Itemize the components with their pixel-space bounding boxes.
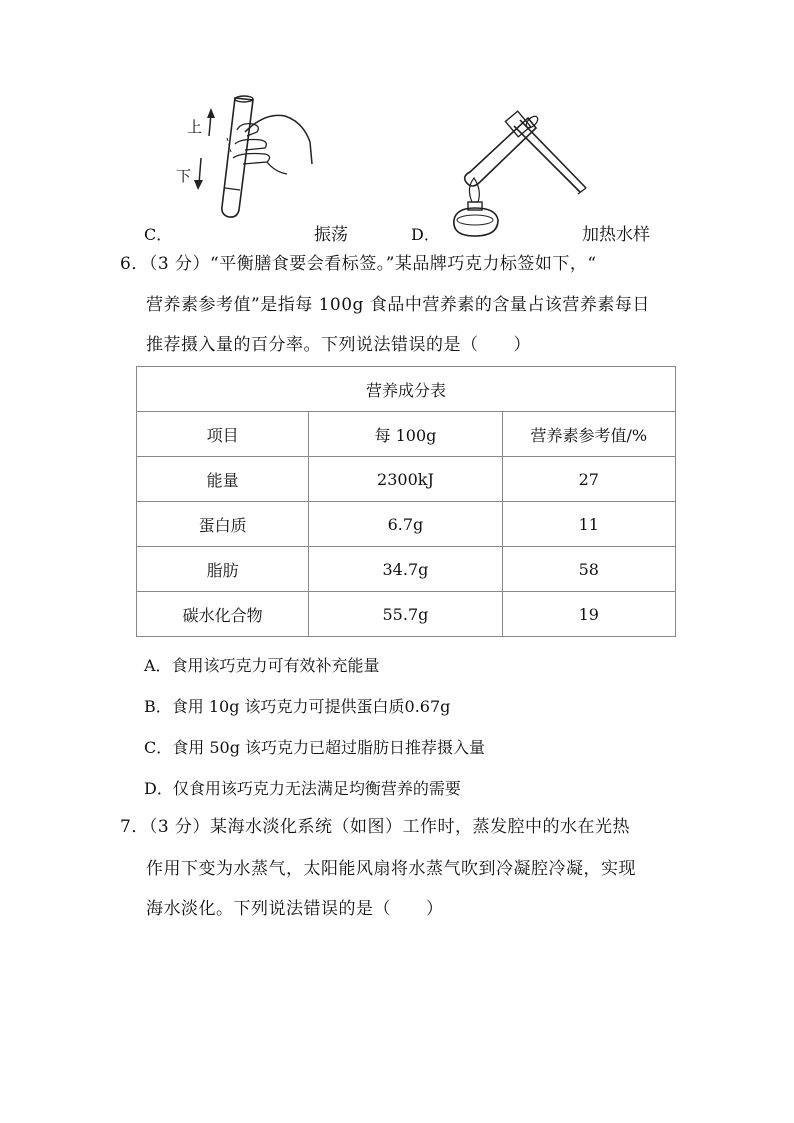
table-row <box>137 457 676 502</box>
cell-value: 34.7g <box>309 547 502 592</box>
figure-d-caption: 加热水样 <box>582 225 650 245</box>
table-header-row <box>137 412 676 457</box>
figure-d-heating <box>440 102 590 242</box>
nutrition-table <box>136 366 676 637</box>
q6-option-b: B．食用 10g 该巧克力可提供蛋白质0.67g <box>144 697 451 716</box>
cell-item: 脂肪 <box>137 547 309 592</box>
test-tube-hand-illustration <box>175 92 320 222</box>
table-row <box>137 547 676 592</box>
arrow-down-label: 下 <box>176 167 192 185</box>
q7-line-1: 7．（3 分）某海水淡化系统（如图）工作时，蒸发腔中的水在光热 <box>120 817 631 837</box>
cell-value: 6.7g <box>309 502 502 547</box>
cell-nrv: 58 <box>502 547 675 592</box>
q6-option-d: D．仅食用该巧克力无法满足均衡营养的需要 <box>144 779 461 798</box>
header-per-100g: 每 100g <box>309 412 502 457</box>
cell-nrv: 11 <box>502 502 675 547</box>
table-title: 营养成分表 <box>137 367 676 412</box>
q6-line-1: 6．（3 分）“平衡膳食要会看标签。”某品牌巧克力标签如下，“ <box>120 254 597 274</box>
header-nrv: 营养素参考值/% <box>502 412 675 457</box>
figure-c-label: C． <box>144 225 173 244</box>
alcohol-lamp-illustration <box>440 102 590 242</box>
q7-line-2: 作用下变为水蒸气，太阳能风扇将水蒸气吹到冷凝腔冷凝，实现 <box>146 859 636 879</box>
cell-value: 2300kJ <box>309 457 502 502</box>
figure-c-shaking <box>175 92 320 222</box>
table-row <box>137 592 676 637</box>
figure-d-label: D． <box>411 225 440 244</box>
cell-item: 碳水化合物 <box>137 592 309 637</box>
cell-item: 蛋白质 <box>137 502 309 547</box>
table-row <box>137 502 676 547</box>
q6-option-a: A．食用该巧克力可有效补充能量 <box>144 656 380 675</box>
figure-c-caption: 振荡 <box>314 225 348 245</box>
header-item: 项目 <box>137 412 309 457</box>
cell-nrv: 27 <box>502 457 675 502</box>
cell-nrv: 19 <box>502 592 675 637</box>
arrow-up-label: 上 <box>187 118 203 136</box>
q7-line-3: 海水淡化。下列说法错误的是（ ） <box>146 899 444 919</box>
q6-option-c: C．食用 50g 该巧克力已超过脂肪日推荐摄入量 <box>144 738 486 757</box>
cell-item: 能量 <box>137 457 309 502</box>
q6-line-2: 营养素参考值”是指每 100g 食品中营养素的含量占该营养素每日 <box>146 295 650 315</box>
cell-value: 55.7g <box>309 592 502 637</box>
q6-line-3: 推荐摄入量的百分率。下列说法错误的是（ ） <box>146 335 531 355</box>
